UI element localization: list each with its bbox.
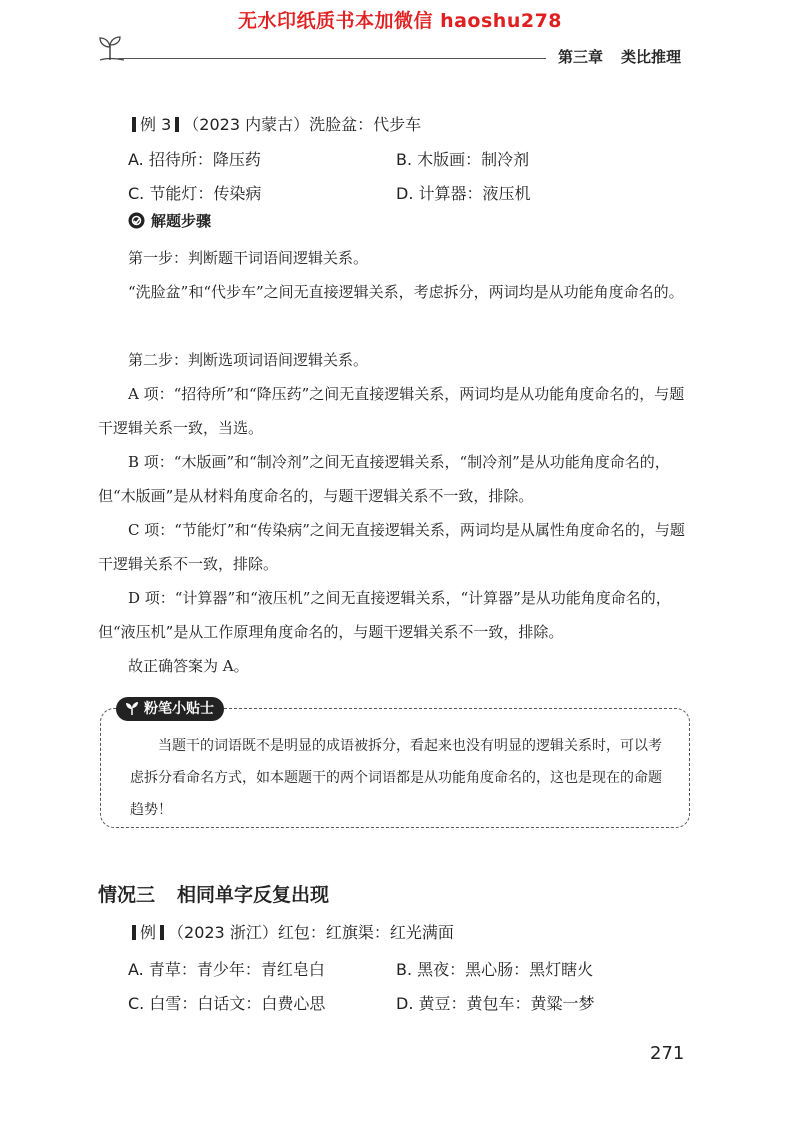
example-bar-right: [160, 925, 164, 940]
option-a: A. 招待所：降压药: [128, 150, 261, 169]
example-stem: （2023 浙江）红包：红旗渠：红光满面: [168, 923, 454, 942]
steps-icon: [128, 212, 145, 229]
section-heading: [98, 880, 329, 907]
example-label: 例 3: [140, 115, 172, 134]
option-c: C. 白雪：白话文：白费心思: [128, 994, 326, 1013]
solution-body: [128, 241, 698, 275]
example-bar-left: [132, 117, 136, 132]
chapter-title: 类比推理: [621, 48, 682, 66]
header-rule: [118, 58, 546, 59]
chapter-number: 第三章: [558, 48, 604, 66]
example-stem: （2023 内蒙古）洗脸盆：代步车: [183, 115, 422, 134]
watermark-text: 无水印纸质书本加微信 haoshu278: [237, 10, 563, 32]
option-a: A. 青草：青少年：青红皂白: [128, 960, 325, 979]
tip-text: 当题干的词语既不是明显的成语被拆分，看起来也没有明显的逻辑关系时，可以考虑拆分看命名方式，如本题题干的两个词语都是从功能角度命名的，这也是现在的命题趋势！: [130, 738, 662, 818]
example-bar-left: [132, 925, 136, 940]
option-b: B. 黑夜：黑心肠：黑灯瞎火: [396, 960, 594, 979]
option-analysis: [98, 377, 698, 683]
example-label: 例: [140, 923, 157, 942]
tip-badge: [116, 697, 224, 721]
page-number: 271: [650, 1043, 685, 1064]
sprout-icon: [124, 700, 140, 716]
analysis-b: B 项：“木版画”和“制冷剂”之间无直接逻辑关系，“制冷剂”是从功能角度命名的，但“木版画”是从材料角度命名的，与题干逻辑关系不一致，排除。: [98, 453, 670, 505]
tip-title: 粉笔小贴士: [144, 701, 214, 717]
section-title: 相同单字反复出现: [177, 884, 330, 906]
chapter-header: [558, 46, 681, 67]
option-d: D. 计算器：液压机: [396, 184, 531, 203]
option-b: B. 木版画：制冷剂: [396, 150, 530, 169]
analysis-c: C 项：“节能灯”和“传染病”之间无直接逻辑关系，两词均是从属性角度命名的，与题干逻辑关系不一致，排除。: [98, 521, 685, 573]
analysis-a: A 项：“招待所”和“降压药”之间无直接逻辑关系，两词均是从功能角度命名的，与题干逻辑关系一致，当选。: [98, 385, 685, 437]
option-c: C. 节能灯：传染病: [128, 184, 262, 203]
step-1-explanation: “洗脸盆”和“代步车”之间无直接逻辑关系，考虑拆分，两词均是从功能角度命名的。: [128, 283, 684, 301]
final-answer: 故正确答案为 A。: [128, 657, 249, 675]
analysis-d: D 项：“计算器”和“液压机”之间无直接逻辑关系，“计算器”是从功能角度命名的，但“液压机”是从工作原理角度命名的，与题干逻辑关系不一致，排除。: [98, 589, 671, 641]
option-d: D. 黄豆：黄包车：黄粱一梦: [396, 994, 595, 1013]
step-1-explanation-block: [98, 275, 698, 309]
step-1: 第一步：判断题干词语间逻辑关系。: [128, 249, 369, 267]
example-3-heading: [128, 112, 421, 135]
section-number: 情况三: [98, 884, 156, 906]
example-4-heading: [128, 920, 454, 943]
solution-title-text: 解题步骤: [151, 212, 212, 230]
example-bar-right: [175, 117, 179, 132]
solution-steps-title: [128, 210, 211, 231]
step-2: 第二步：判断选项词语间逻辑关系。: [128, 351, 369, 369]
step-2-block: [128, 343, 698, 377]
